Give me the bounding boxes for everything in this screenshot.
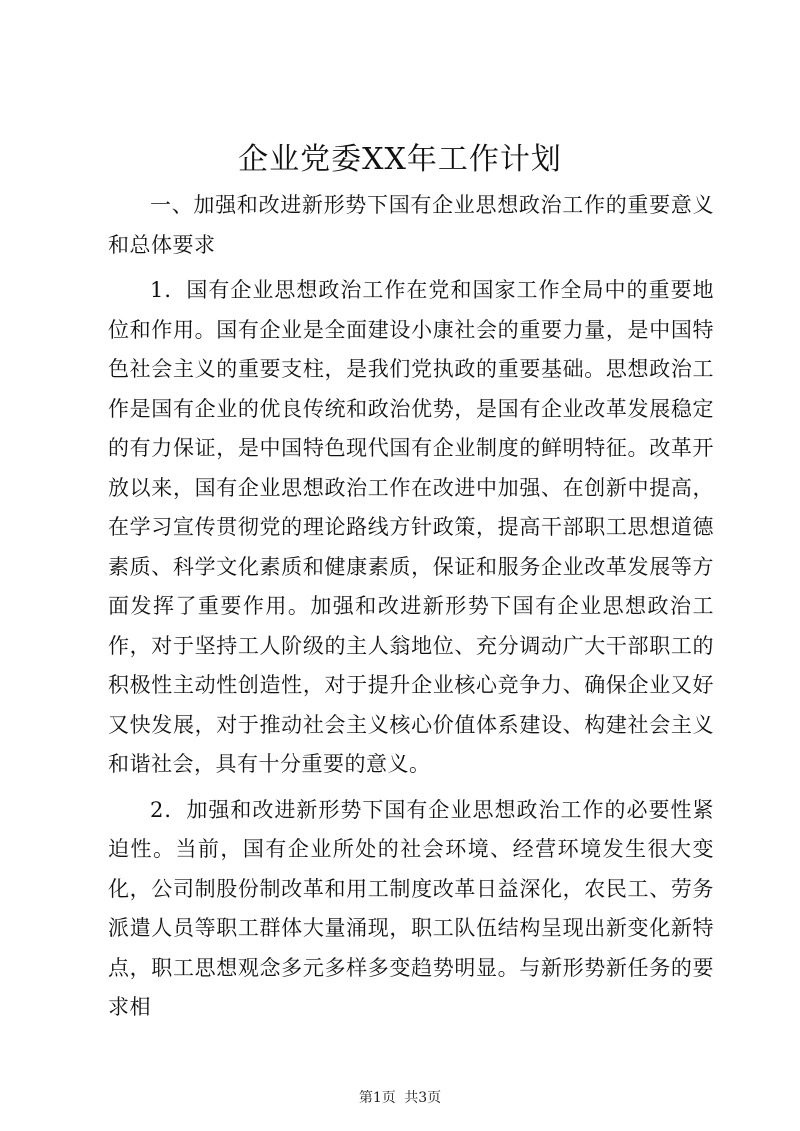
document-body [108,186,714,1034]
page-number: 第1页 [358,1090,396,1106]
paragraph-2: 2．加强和改进新形势下国有企业思想政治工作的必要性紧迫性。当前，国有企业所处的社会环境、经营环境发生很大变化，公司制股份制改革和用工制度改革日益深化，农民工、劳务派遣人员等职工群体大量涌现，职工队伍结构呈现出新变化新特点，职工思想观念多元多样多变趋势明显。与新形势新任务的要求相 [108,797,714,1019]
paragraph-1: 1．国有企业思想政治工作在党和国家工作全局中的重要地位和作用。国有企业是全面建设小康社会的重要力量，是中国特色社会主义的重要支柱，是我们党执政的重要基础。思想政治工作是国有企业的优良传统和政治优势，是国有企业改革发展稳定的有力保证，是中国特色现代国有企业制度的鲜明特征。改革开放以来，国有企业思想政治工作在改进中加强、在创新中提高，在学习宣传贯彻党的理论路线方针政策，提高干部职工思想道德素质、科学文化素质和健康素质，保证和服务企业改革发展等方面发挥了重要作用。加强和改进新形势下国有企业思想政治工作，对于坚持工人阶级的主人翁地位、充分调动广大干部职工的积极性主动性创造性，对于提升企业核心竞争力、确保企业又好又快发展，对于推动社会主义核心价值体系建设、构建社会主义和谐社会，具有十分重要的意义。 [108,278,714,776]
page-footer [0,1088,800,1108]
page-total: 共3页 [404,1090,442,1106]
document-title: 企业党委XX年工作计划 [238,142,562,177]
section-heading: 一、加强和改进新形势下国有企业思想政治工作的重要意义和总体要求 [108,193,714,257]
